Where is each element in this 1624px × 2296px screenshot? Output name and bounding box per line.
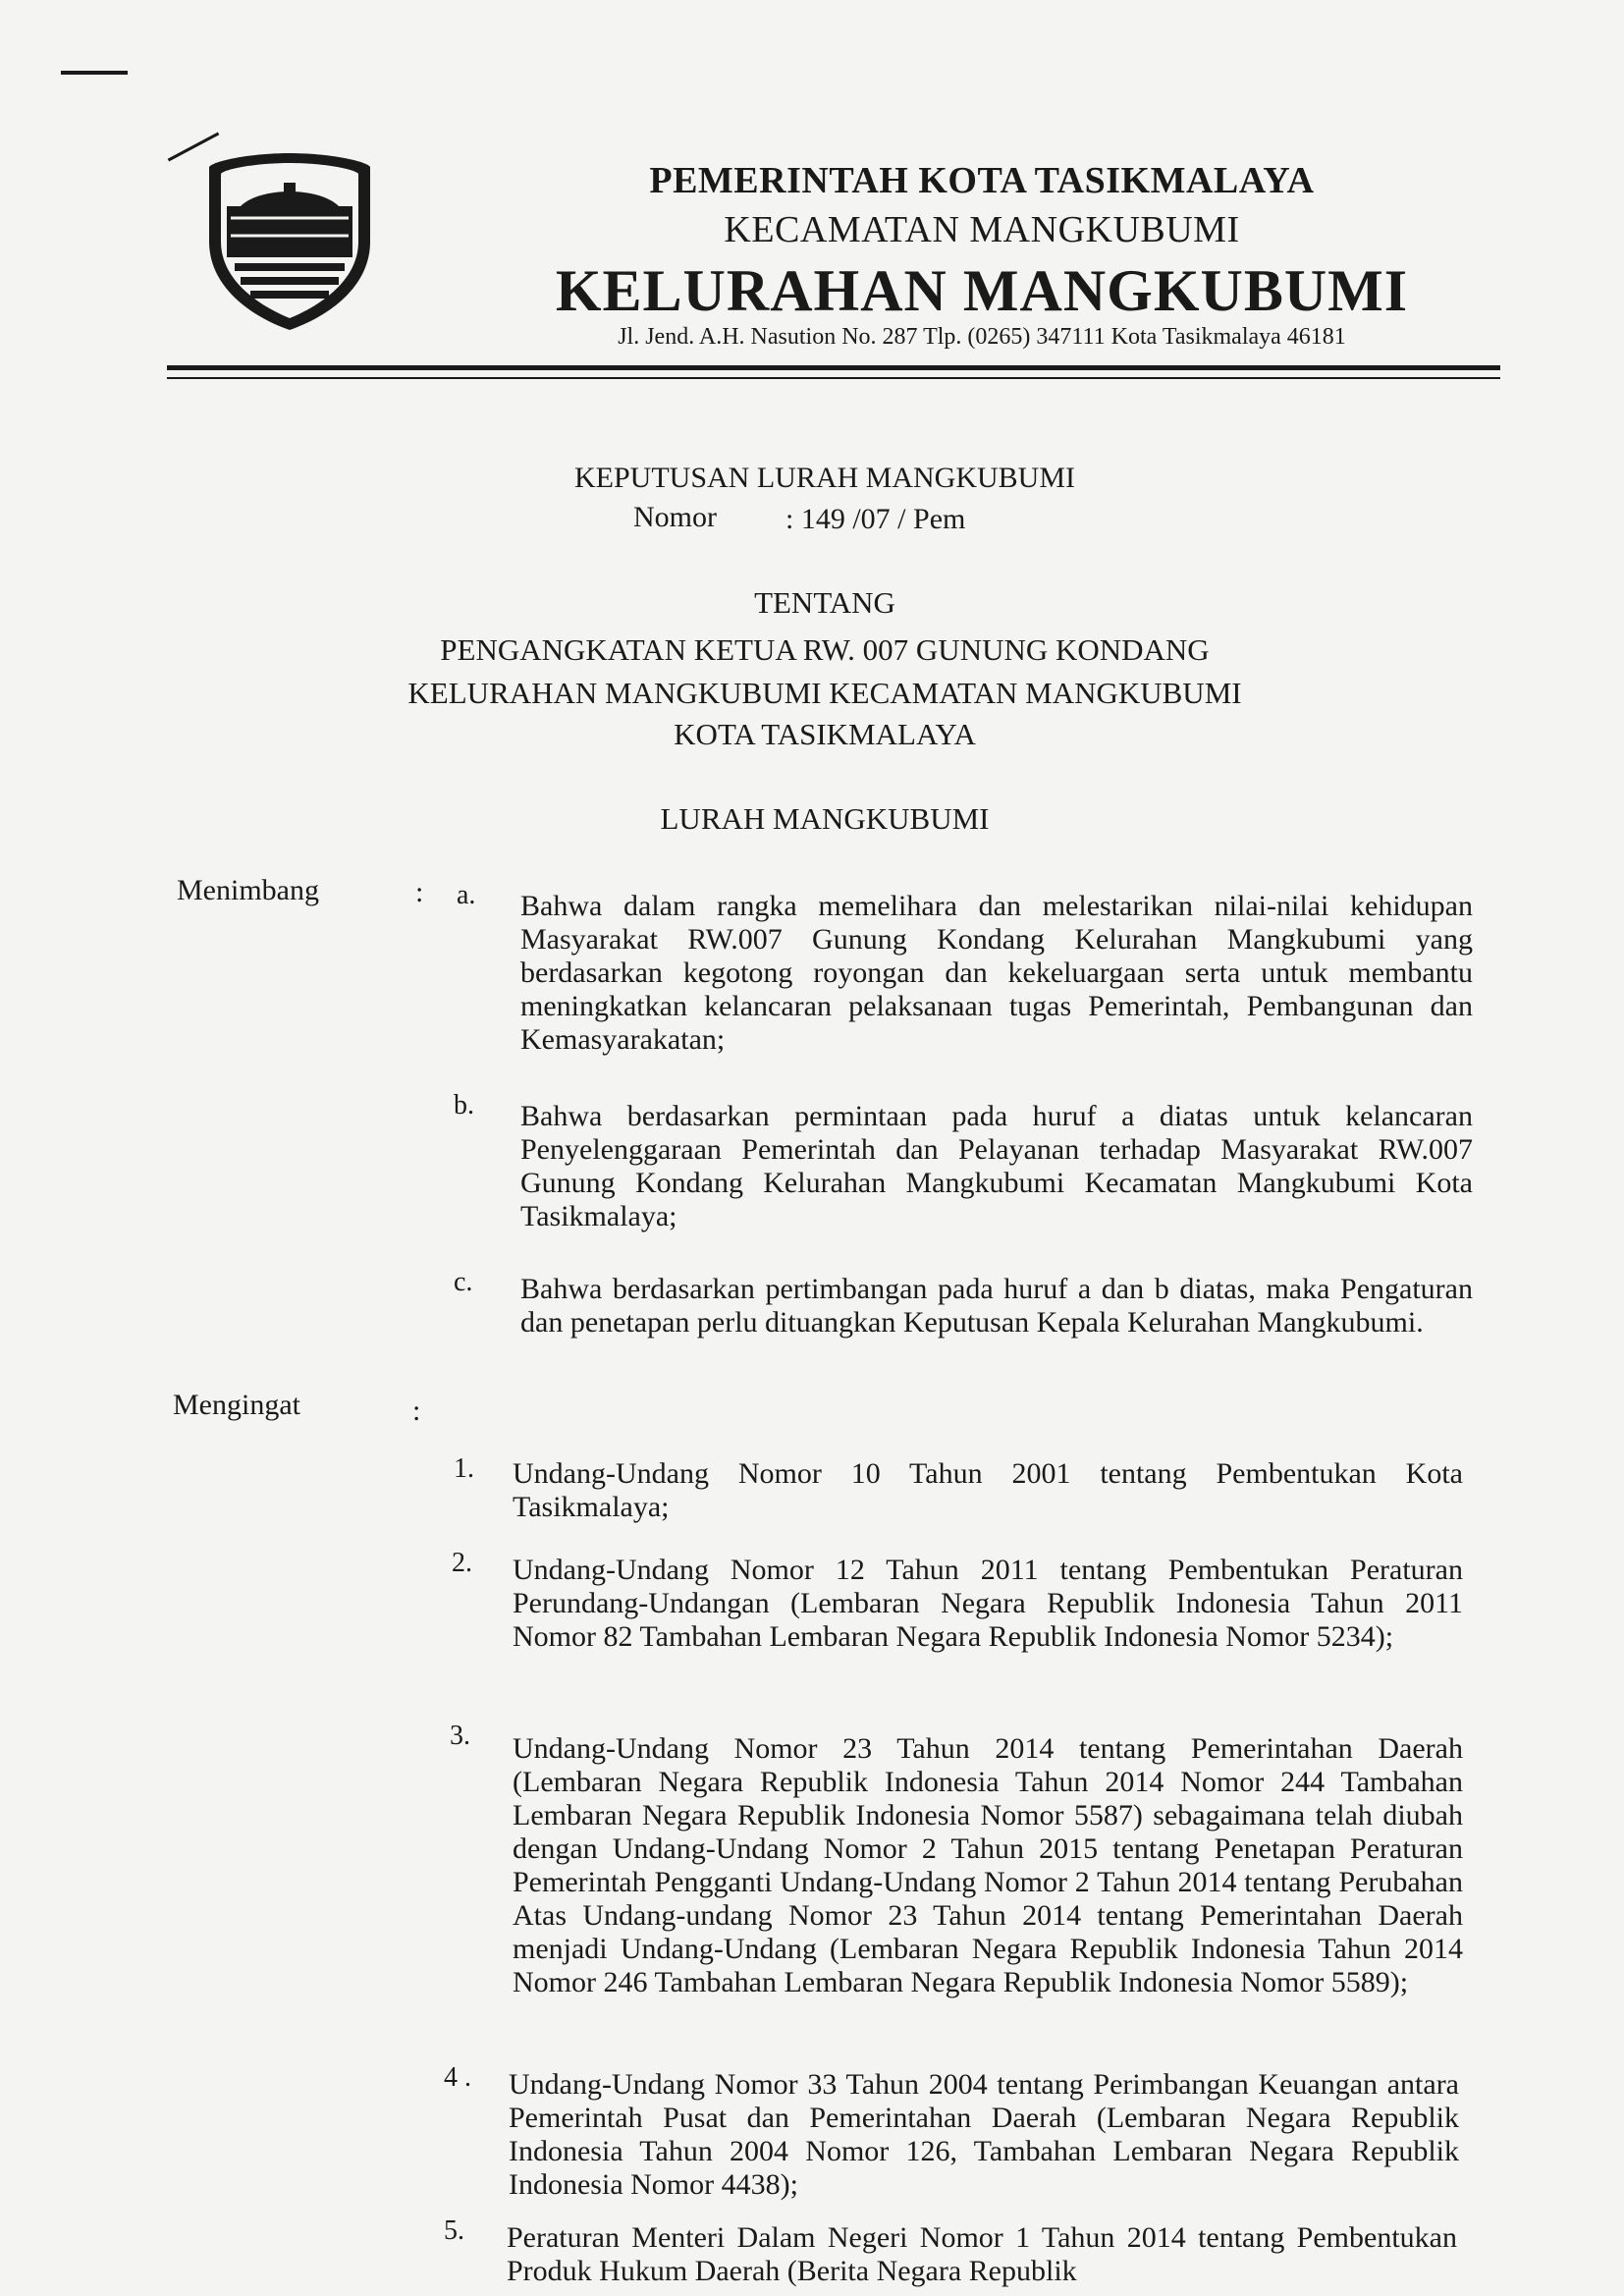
item-marker: 3. xyxy=(450,1721,470,1751)
item-marker: 4 . xyxy=(444,2062,471,2093)
item-marker: a. xyxy=(457,880,476,910)
item-marker: 1. xyxy=(454,1453,474,1484)
item-marker: c. xyxy=(454,1267,473,1297)
letterhead-village: KELURAHAN MANGKUBUMI xyxy=(555,258,1409,323)
decree-title: KEPUTUSAN LURAH MANGKUBUMI xyxy=(573,462,1075,494)
item-marker: 5. xyxy=(444,2215,464,2246)
legal-basis-item: Undang-Undang Nomor 23 Tahun 2014 tentang Pemerintahan Daerah (Lembaran Negara Republik Indonesia Tahun 2014 Nomor 244 Tambahan Lembaran Negara Republik Indonesia Nomor 5587) sebagaimana telah diubah dengan Undang-Undang Nomor 2 Tahun 2015 tentang Penetapan Peraturan Pemerintah Pengganti Undang-Undang Nomor 2 Tahun 2014 tentang Perubahan Atas Undang-undang Nomor 23 Tahun 2014 tentang Pemerintahan Daerah menjadi Undang-Undang (Lembaran Negara Republik Indonesia Tahun 2014 Nomor 246 Tambahan Lembaran Negara Republik Indonesia Nomor 5589); xyxy=(513,1732,1463,1998)
decree-number-value: : 149 /07 / Pem xyxy=(785,503,966,535)
legal-basis-item: Undang-Undang Nomor 33 Tahun 2004 tentang Perimbangan Keuangan antara Pemerintah Pusat dan Pemerintahan Daerah (Lembaran Negara Republik Indonesia Tahun 2004 Nomor 126, Tambahan Lembaran Negara Republik Indonesia Nomor 4438); xyxy=(509,2068,1459,2201)
legal-basis-item: Peraturan Menteri Dalam Negeri Nomor 1 Tahun 2014 tentang Pembentukan Produk Hukum Daerah (Berita Negara Republik xyxy=(507,2221,1457,2287)
legal-basis-item: Undang-Undang Nomor 12 Tahun 2011 tentang Pembentukan Peraturan Perundang-Undangan (Lembaran Negara Republik Indonesia Tahun 2011 Nomor 82 Tambahan Lembaran Negara Republik Indonesia Nomor 5234); xyxy=(513,1554,1463,1653)
section-label-menimbang: Menimbang xyxy=(177,874,319,906)
consideration-item: Bahwa berdasarkan permintaan pada huruf a diatas untuk kelancaran Penyelenggaraan Pemerintah dan Pelayanan terhadap Masyarakat RW.007 Gunung Kondang Kelurahan Mangkubumi Kecamatan Mangkubumi Kota Tasikmalaya; xyxy=(520,1100,1473,1232)
letterhead-government: PEMERINTAH KOTA TASIKMALAYA xyxy=(649,160,1315,201)
letterhead-address: Jl. Jend. A.H. Nasution No. 287 Tlp. (0265) 347111 Kota Tasikmalaya 46181 xyxy=(618,324,1346,350)
city-crest-icon xyxy=(201,147,378,334)
subject-line: PENGANGKATAN KETUA RW. 007 GUNUNG KONDANG xyxy=(440,632,1210,667)
item-marker: b. xyxy=(454,1090,474,1121)
issuer-heading: LURAH MANGKUBUMI xyxy=(660,801,990,836)
section-colon: : xyxy=(412,1394,421,1427)
subject-line: KELURAHAN MANGKUBUMI KECAMATAN MANGKUBUMI xyxy=(407,676,1242,710)
section-label-mengingat: Mengingat xyxy=(173,1389,300,1421)
about-label: TENTANG xyxy=(754,585,895,620)
item-marker: 2. xyxy=(452,1548,472,1578)
consideration-item: Bahwa berdasarkan pertimbangan pada huruf a dan b diatas, maka Pengaturan dan penetapan perlu dituangkan Keputusan Kepala Kelurahan Mangkubumi. xyxy=(520,1273,1473,1339)
decree-number-label: Nomor xyxy=(633,501,717,533)
legal-basis-item: Undang-Undang Nomor 10 Tahun 2001 tentang Pembentukan Kota Tasikmalaya; xyxy=(513,1457,1463,1523)
letterhead-district: KECAMATAN MANGKUBUMI xyxy=(724,209,1240,250)
scan-mark xyxy=(61,71,128,75)
consideration-item: Bahwa dalam rangka memelihara dan melestarikan nilai-nilai kehidupan Masyarakat RW.007 Gunung Kondang Kelurahan Mangkubumi yang berdasarkan kegotong royongan dan kekeluargaan serta untuk membantu meningkatkan kelancaran pelaksanaan tugas Pemerintah, Pembangunan dan Kemasyarakatan; xyxy=(520,890,1473,1056)
letterhead-rule xyxy=(167,365,1500,370)
section-colon: : xyxy=(415,876,424,908)
subject-line: KOTA TASIKMALAYA xyxy=(674,717,976,751)
letterhead-rule-thin xyxy=(167,377,1500,379)
